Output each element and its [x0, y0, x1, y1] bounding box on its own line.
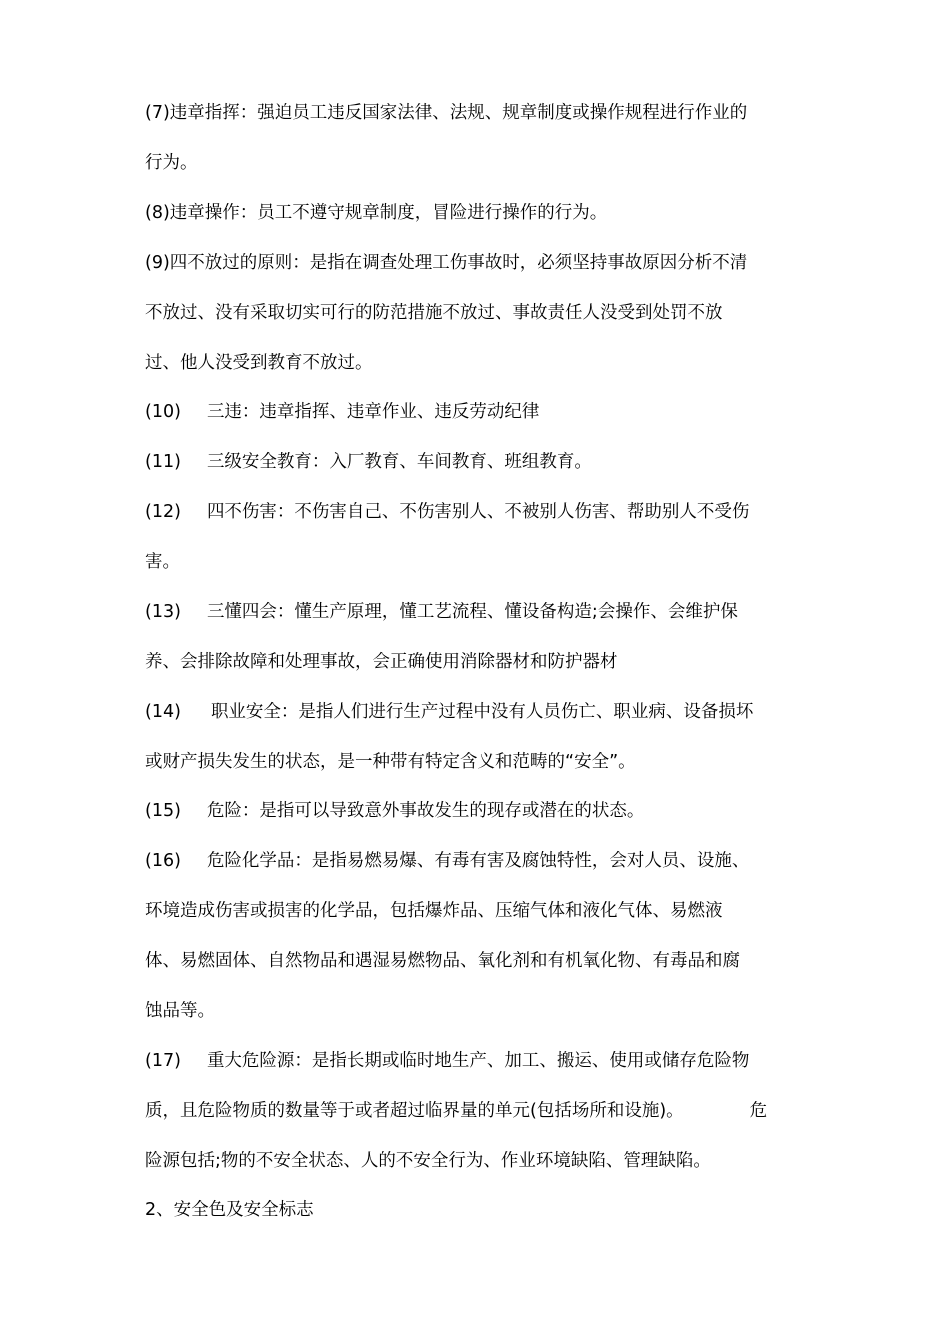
item-16-line-3: 体、易燃固体、自然物品和遇湿易燃物品、氧化剂和有机氧化物、有毒品和腐	[145, 951, 740, 971]
item-15	[145, 799, 807, 823]
section-heading: 2、安全色及安全标志	[145, 1200, 314, 1220]
item-12-line-2: 害。	[145, 552, 180, 572]
item-17-line-2	[145, 1099, 807, 1123]
item-14-line-2: 或财产损失发生的状态，是一种带有特定含义和范畴的“安全”。	[145, 752, 636, 772]
item-8-line-1: (8)违章操作：员工不遵守规章制度，冒险进行操作的行为。	[145, 203, 608, 223]
item-12-text-line-1: 四不伤害：不伤害自己、不伤害别人、不被别人伤害、帮助别人不受伤	[206, 502, 750, 522]
item-17-number: (17)	[145, 1051, 181, 1071]
item-9-line-2: 不放过、没有采取切实可行的防范措施不放过、事故责任人没受到处罚不放	[145, 303, 723, 323]
item-13-number: (13)	[145, 602, 181, 622]
item-14-text-line-1: 职业安全：是指人们进行生产过程中没有人员伤亡、职业病、设备损坏	[210, 702, 754, 722]
item-16-line-4: 蚀品等。	[145, 1001, 215, 1021]
item-16	[145, 849, 807, 873]
item-13	[145, 600, 807, 624]
item-16-number: (16)	[145, 851, 181, 871]
item-17-line-3: 险源包括;物的不安全状态、人的不安全行为、作业环境缺陷、管理缺陷。	[145, 1151, 711, 1171]
item-14	[145, 700, 807, 724]
item-17-text-line-2: 质，且危险物质的数量等于或者超过临界量的单元(包括场所和设施)。	[145, 1101, 684, 1121]
item-9-line-3: 过、他人没受到教育不放过。	[145, 353, 373, 373]
item-10-number: (10)	[145, 402, 181, 422]
item-11	[145, 450, 807, 474]
item-10	[145, 400, 807, 424]
item-15-number: (15)	[145, 801, 181, 821]
item-12-number: (12)	[145, 502, 181, 522]
item-16-line-2: 环境造成伤害或损害的化学品，包括爆炸品、压缩气体和液化气体、易燃液	[145, 901, 723, 921]
item-10-text: 三违：违章指挥、违章作业、违反劳动纪律	[206, 402, 540, 422]
item-17	[145, 1049, 807, 1073]
item-9-line-1: (9)四不放过的原则：是指在调查处理工伤事故时，必须坚持事故原因分析不清	[145, 253, 748, 273]
item-15-text: 危险：是指可以导致意外事故发生的现存或潜在的状态。	[206, 801, 645, 821]
item-7-line-1: (7)违章指挥：强迫员工违反国家法律、法规、规章制度或操作规程进行作业的	[145, 103, 748, 123]
item-13-text-line-1: 三懂四会：懂生产原理，懂工艺流程、懂设备构造;会操作、会维护保	[206, 602, 738, 622]
item-16-text-line-1: 危险化学品：是指易燃易爆、有毒有害及腐蚀特性，会对人员、设施、	[206, 851, 750, 871]
item-7-line-2: 行为。	[145, 153, 198, 173]
item-17-text-line-1: 重大危险源：是指长期或临时地生产、加工、搬运、使用或储存危险物	[206, 1051, 750, 1071]
item-13-line-2: 养、会排除故障和处理事故，会正确使用消除器材和防护器材	[145, 652, 618, 672]
item-11-text: 三级安全教育：入厂教育、车间教育、班组教育。	[206, 452, 592, 472]
item-14-number: (14)	[145, 702, 181, 722]
item-17-text-line-2-tail: 危	[749, 1101, 768, 1121]
item-11-number: (11)	[145, 452, 181, 472]
item-12	[145, 500, 807, 524]
